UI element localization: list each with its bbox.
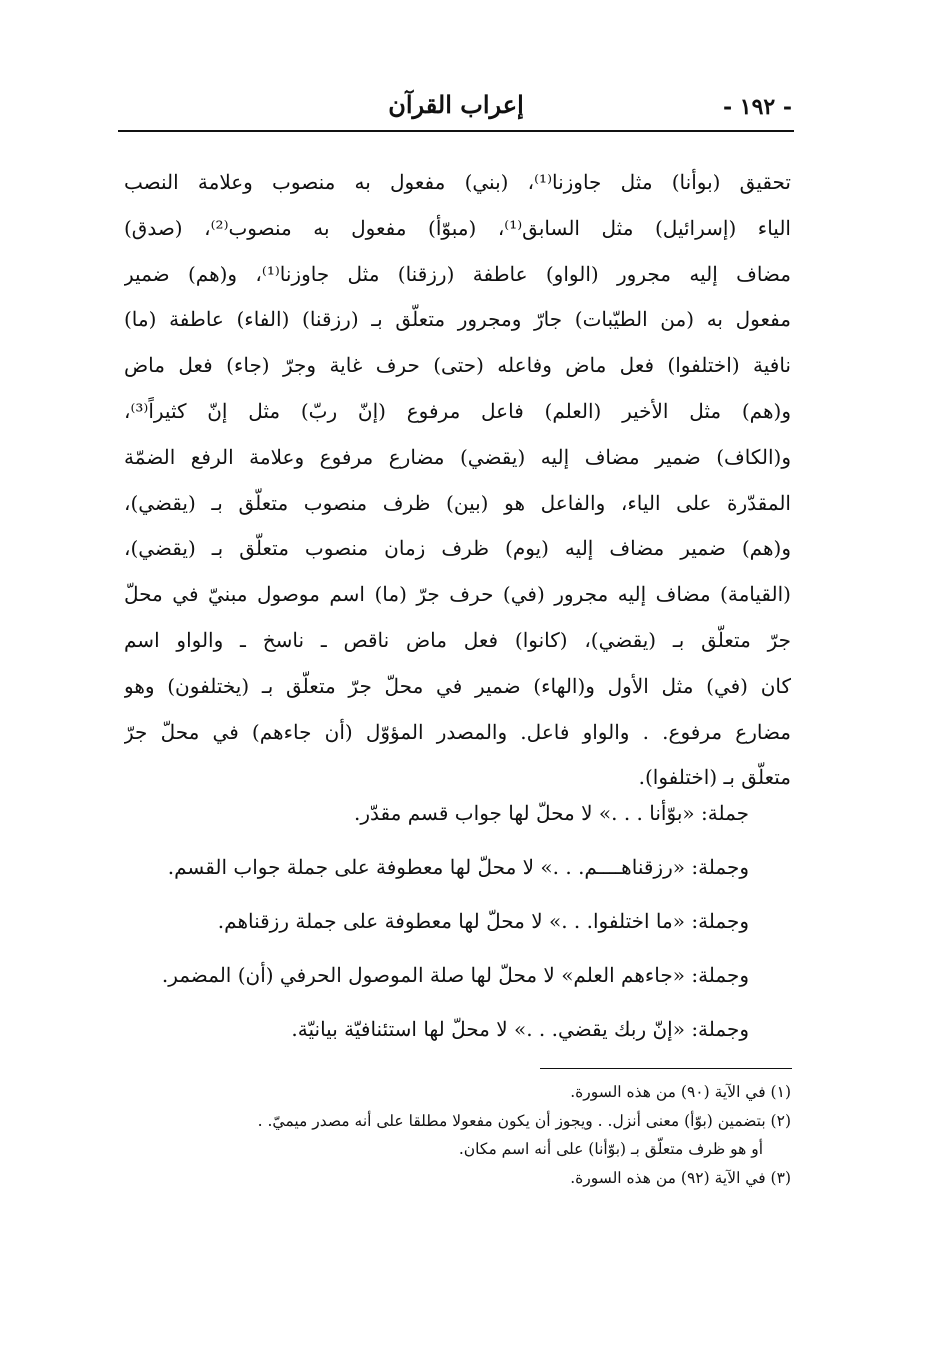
paragraph-line: نافية (اختلفوا) فعل ماض وفاعله (حتى) حرف غاية وجرّ (جاء) فعل ماض (124, 353, 791, 378)
paragraph-line: مفعول به (من الطيّبات) جارّ ومجرور متعلّق بـ (رزقنا) (الفاء) عاطفة (ما) (124, 307, 791, 332)
sentence-line: وجملة: «رزقناهــــم. . .» لا محلّ لها معطوفة على جملة جواب القسم. (167, 855, 749, 879)
paragraph-line: مضاف إليه مجرور (الواو) عاطفة (رزقنا) مثل جاوزنا⁽¹⁾، و(هم) ضمير (124, 261, 791, 286)
page-header (118, 86, 792, 130)
footnote-divider (540, 1068, 792, 1069)
sentence-analysis-list (124, 786, 749, 1056)
paragraph-line: مضارع مرفوع. . والواو فاعل. والمصدر المؤوّل (أن جاءهم) في محلّ جرّ (124, 719, 791, 744)
footnote-line: أو هو ظرف متعلّق بـ (بوّأنا) على أنه اسم مكان. (458, 1140, 763, 1158)
paragraph-line: الياء (إسرائيل) مثل السابق⁽¹⁾، (مبوّأ) مفعول به منصوب⁽²⁾، (صدق) (124, 215, 791, 240)
page-number: - ١٩٢ - (722, 94, 792, 120)
footnote-line: (١) في الآية (٩٠) من هذه السورة. (570, 1083, 791, 1101)
paragraph-line: متعلّق بـ (اختلفوا). (638, 765, 791, 790)
footnote-line: (٣) في الآية (٩٢) من هذه السورة. (570, 1168, 791, 1187)
sentence-line: وجملة: «ما اختلفوا. . .» لا محلّ لها معطوفة على جملة رزقناهم. (217, 909, 749, 933)
paragraph-line: كان (في) مثل الأول و(الهاء) ضمير في محلّ جرّ متعلّق بـ (يختلفون) وهو (124, 673, 791, 698)
footnote-line: (٢) بتضمين (بوّأ) معنى أنزل. . ويجوز أن يكون مفعولا مطلقا على أنه مصدر ميميّ. . (257, 1111, 791, 1130)
footnotes (124, 1078, 791, 1192)
paragraph-line: و(الكاف) ضمير مضاف إليه (يقضي) مضارع مرفوع وعلامة الرفع الضمّة (124, 444, 791, 469)
main-paragraph (124, 160, 791, 801)
header-divider (118, 130, 794, 132)
sentence-line: وجملة: «إنّ ربك يقضي. . .» لا محلّ لها استئنافيّة بيانيّة. (291, 1017, 749, 1041)
paragraph-line: المقدّرة على الياء، والفاعل هو (بين) ظرف منصوب متعلّق بـ (يقضي)، (124, 490, 791, 515)
paragraph-line: و(هم) مثل الأخير (العلم) فاعل مرفوع (إنّ ربّ) مثل إنّ كثيراً⁽³⁾، (124, 398, 791, 423)
book-title: إعراب القرآن (388, 90, 524, 119)
sentence-line: وجملة: «جاءهم العلم» لا محلّ لها صلة الموصول الحرفي (أن) المضمر. (161, 963, 749, 987)
paragraph-line: و(هم) ضمير مضاف إليه (يوم) ظرف زمان منصوب متعلّق بـ (يقضي)، (124, 536, 791, 561)
paragraph-line: تحقيق (بوأنا) مثل جاوزنا⁽¹⁾، (بني) مفعول به منصوب وعلامة النصب (124, 170, 791, 194)
paragraph-line: (القيامة) مضاف إليه مجرور (في) حرف جرّ (ما) اسم موصول مبنيّ في محلّ (124, 582, 791, 607)
paragraph-line: جرّ متعلّق بـ (يقضي)، (كانوا) فعل ماض ناقص ـ ناسخ ـ والواو اسم (124, 627, 791, 652)
sentence-line: جملة: «بوّأنا . . .» لا محلّ لها جواب قسم مقدّر. (354, 801, 749, 825)
